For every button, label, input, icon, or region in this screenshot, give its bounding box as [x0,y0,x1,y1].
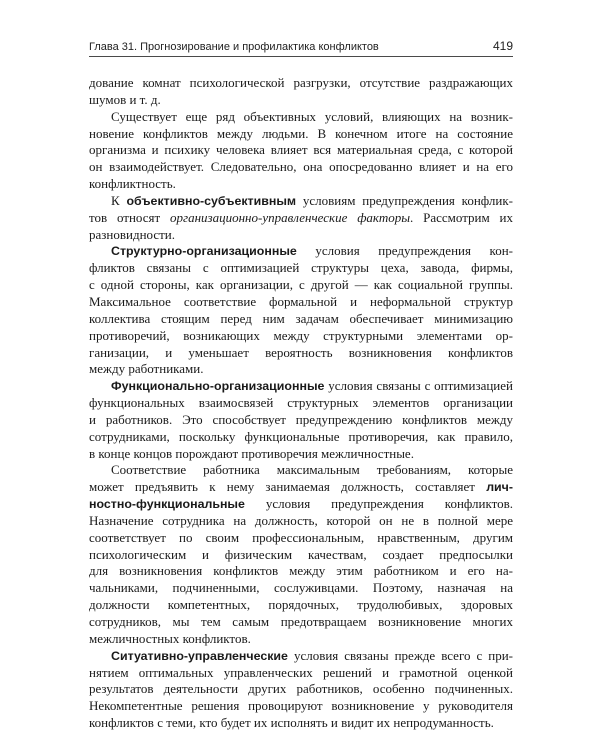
text-line: он взаимодействует. Следовательно, она опосредованно влияет и на его [89,159,513,175]
paragraph-structural-organizational [89,243,513,378]
running-header [89,36,513,57]
text-line [89,243,513,260]
text-line: коллектива стоящим перед ним задачам обеспечивает минимизацию [89,310,513,326]
text-line: Некомпетентные решения провоцируют возникновение у руководителя [89,698,513,714]
text-run: тов относят [89,209,171,225]
paragraph-objective-conditions [89,109,513,193]
text-line: организма и психику человека влияет вся материальная среда, с которой [89,142,513,158]
text-run: может предъявить к нему занимаемая должность, составляет [89,479,487,495]
text-line: разновидности. [89,226,176,242]
bold-term: объективно-субъективным [126,193,297,208]
paragraph-functional-organizational [89,378,513,462]
text-line: конфликтов с теми, кто будет их исполнять и видит их непродуманность. [89,715,494,731]
text-line [89,648,513,665]
paragraph-personal-functional [89,462,513,647]
text-line: Назначение сотрудника на должность, которой он не в полной мере [89,512,513,528]
text-line: шумов и т. д. [89,91,161,107]
text-line: чальниками, подчиненными, сослуживцами. Поэтому, назначая на [89,580,513,596]
text-line: межличностных конфликтов. [89,630,251,646]
text-line: и работников. Это способствует предупреждению конфликтов между [89,411,513,427]
paragraph-situational-managerial [89,648,513,732]
text-run: условия предупреждения кон- [296,243,513,259]
text-run: условия связаны с оптимизацией [324,378,513,394]
text-line: с одной стороны, как организации, с другой — как социальной группы. [89,277,513,293]
text-line: нятием оптимальных управленческих решений и грамотной оценкой [89,664,513,680]
text-line: в конце концов порождают противоречия межличностные. [89,445,414,461]
text-line: функциональных взаимосвязей структурных элементов организации [89,395,513,411]
text-line [89,479,513,496]
bold-term: лич- [486,480,513,495]
text-run: . Рассмотрим их [410,209,514,225]
text-line: конфликтность. [89,176,176,192]
text-line: Соответствие работника максимальным требованиям, которые [111,462,513,478]
text-line: должности компетентных, порядочных, трудолюбивых, здоровых [89,597,513,613]
bold-term: Ситуативно-управленческие [111,648,288,663]
body-text [89,75,513,732]
text-line: Максимальное соответствие формальной и неформальной структур [89,293,513,309]
text-line [89,210,513,227]
text-run: условиям предупреждения конфлик- [296,192,513,208]
text-line: дование комнат психологической разгрузки, отсутствие раздражающих [89,75,513,90]
text-line: соответствует по своим профессиональным, нравственным, другим [89,529,513,545]
paragraph-objective-subjective [89,193,513,244]
text-line [89,496,513,513]
text-run: условия связаны прежде всего с при- [287,647,513,663]
text-line: сотрудниками, поскольку функциональные противоречия, как правило, [89,428,513,444]
text-line [89,378,513,395]
bold-term: Функционально-организационные [111,379,325,394]
chapter-running-title: Глава 31. Прогнозирование и профилактика конфликтов [89,41,379,53]
bold-term: ностно-функциональные [89,497,245,512]
text-line: фликтов связаны с оптимизацией структуры цеха, завода, фирмы, [89,260,513,276]
text-line: для возникновения конфликтов между этим работником и его на- [89,563,513,579]
text-line: Существует еще ряд объективных условий, влияющих на возник- [111,108,513,124]
text-line: сотрудников, мы тем самым предотвращаем возникновение многих [89,614,513,629]
text-line: новение конфликтов между людьми. В конечном итоге на состояние [89,125,513,141]
page-number: 419 [492,39,513,53]
paragraph-continuation [89,75,513,109]
text-line: между работниками. [89,361,204,377]
text-line: психологическим и физическим качествам, создает предпосылки [89,546,513,562]
text-line: результатов деятельности других работников, особенно подчиненных. [89,681,513,697]
text-line: противоречий, возникающих между структурными элементами ор- [89,327,513,343]
italic-term: организационно-управленческие факторы [170,209,411,225]
bold-term: Структурно-организационные [111,244,297,259]
text-run: условия предупреждения конфликтов. [244,496,513,512]
text-run: К [111,192,127,208]
text-line [89,193,513,210]
text-line: ганизации, и уменьшает вероятность возникновения конфликтов [89,344,513,360]
